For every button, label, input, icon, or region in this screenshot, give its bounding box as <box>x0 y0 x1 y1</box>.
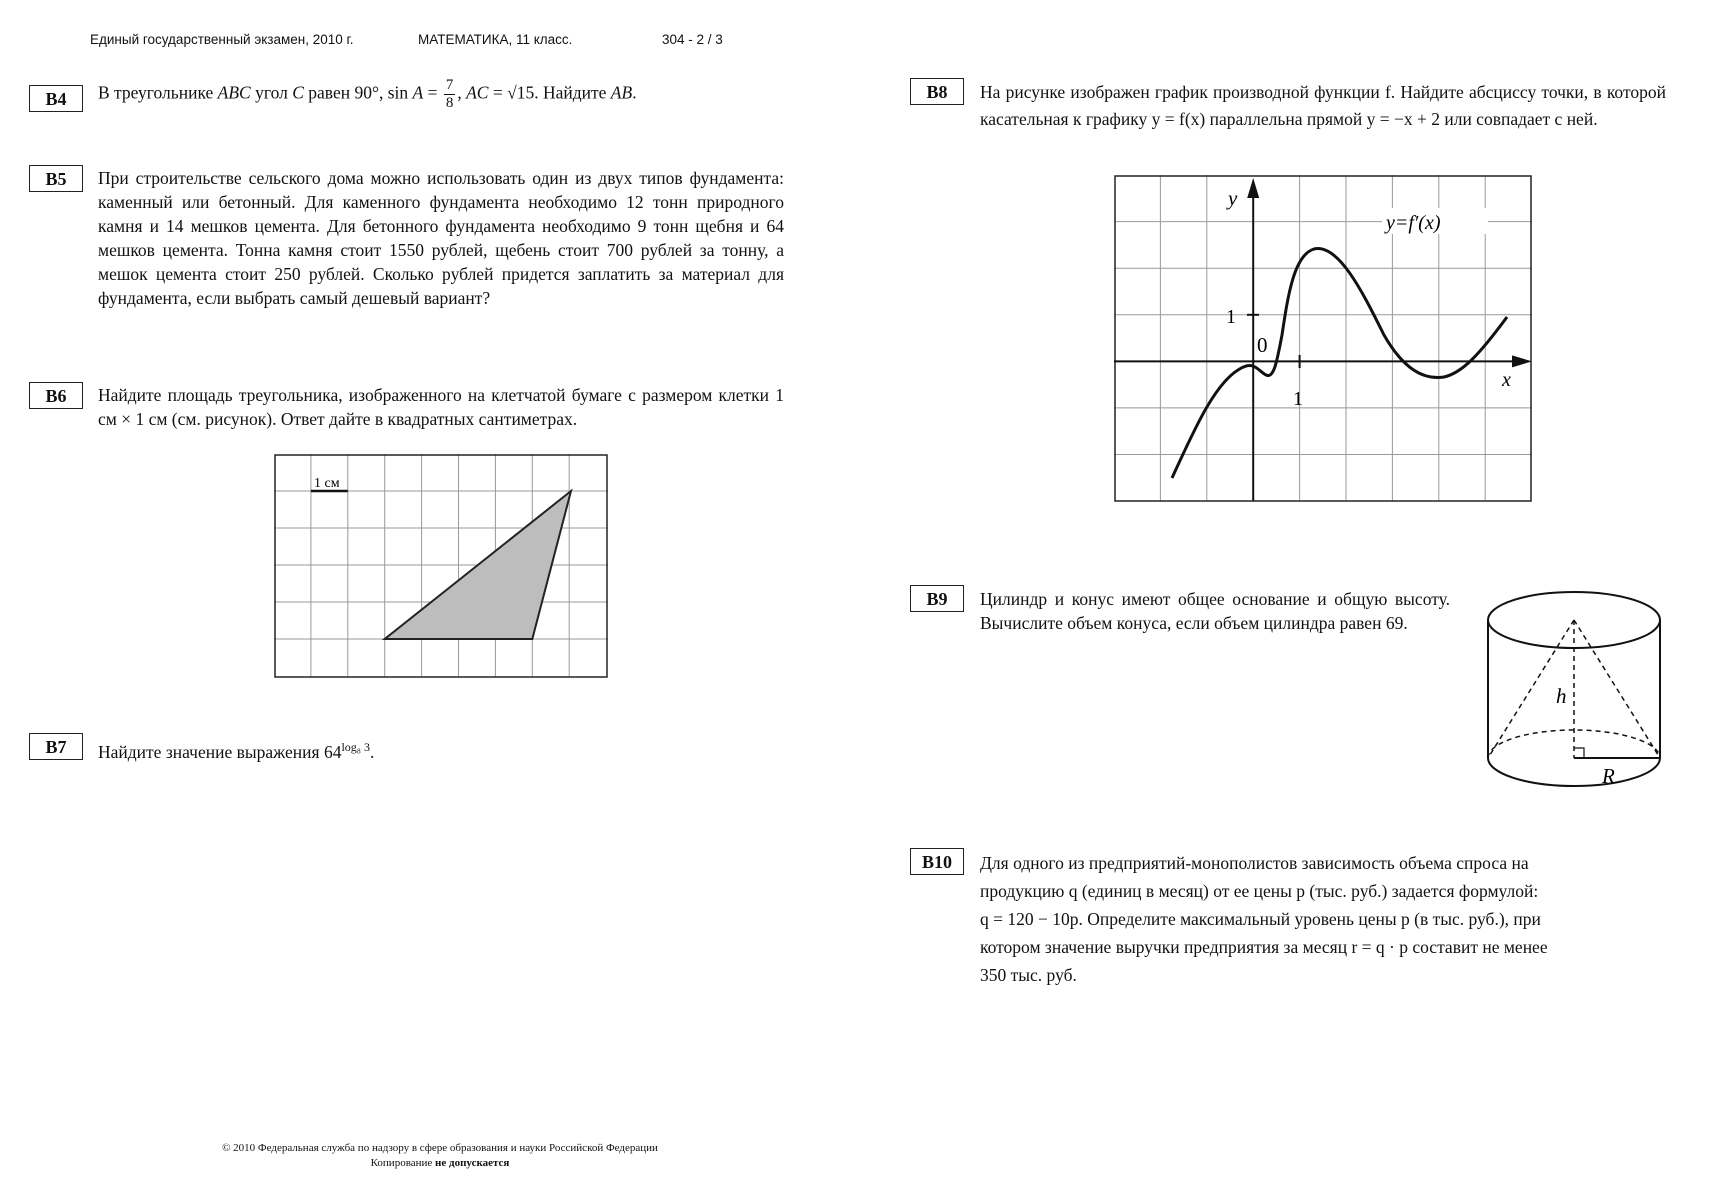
task-b5-label: B5 <box>29 165 83 192</box>
cylinder-cone-figure <box>1484 586 1666 794</box>
task-b9-text: Цилиндр и конус имеют общее основание и общую высоту. Вычислите объем конуса, если объем цилиндра равен 69. <box>980 589 1450 633</box>
task-b8-label: B8 <box>910 78 964 105</box>
curve-label: y=f′(x) <box>1386 212 1441 234</box>
header-exam: Единый государственный экзамен, 2010 г. <box>90 32 354 47</box>
task-b9-label: B9 <box>910 585 964 612</box>
scale-label: 1 см <box>314 476 340 491</box>
footer-copy-notice: Копирование не допускается <box>370 1157 510 1169</box>
derivative-graph <box>1114 175 1534 503</box>
derivative-curve <box>1172 249 1507 478</box>
header-subject: МАТЕМАТИКА, 11 класс. <box>418 32 573 47</box>
footer-copyright: © 2010 Федеральная служба по надзору в сфере образования и науки Российской Федерации <box>222 1142 658 1154</box>
header-page: 304 - 2 / 3 <box>662 32 723 47</box>
x-axis-label: x <box>1502 369 1511 391</box>
task-b7-label: B7 <box>29 733 83 760</box>
task-b5-text: При строительстве сельского дома можно использовать один из двух типов фундамента: каменный или бетонный. Для каменного фундамента необходимо 12 тонн природного камня и 14 мешков цемента. Для бетонного фундамента необходимо 9 тонн щебня и 64 мешков цемента. Тонна камня стоит 1550 рублей, щебень стоит 700 рублей за тонну, а мешок цемента стоит 250 рублей. Сколько рублей придется заплатить за материал для фундамента, если выбрать самый дешевый вариант? <box>98 168 784 308</box>
task-b4-text: В треугольнике ABC угол C равен 90°, sin A = $\frac{7}{8}$ , AC = √15. Найдите AB. <box>98 77 637 111</box>
y-tick-one: 1 <box>1226 306 1236 328</box>
height-label: h <box>1556 684 1567 708</box>
origin-label: 0 <box>1257 333 1268 357</box>
y-axis-label: y <box>1228 186 1238 210</box>
task-b8-text: На рисунке изображен график производной функции f. Найдите абсциссу точки, в которой касательная к графику y = f(x) параллельна прямой y = −x + 2 или совпадает с ней. <box>980 82 1666 129</box>
radius-label: R <box>1602 764 1615 788</box>
task-b10-label: B10 <box>910 848 964 875</box>
footer <box>140 1141 740 1171</box>
task-b6-text: Найдите площадь треугольника, изображенного на клетчатой бумаге с размером клетки 1 см × 1 см (см. рисунок). Ответ дайте в квадратных сантиметрах. <box>98 385 784 429</box>
x-tick-one: 1 <box>1293 388 1303 410</box>
task-b10-text: Для одного из предприятий-монополистов зависимость объема спроса на продукцию q (единиц в месяц) от ее цены p (тыс. руб.) задается формулой: q = 120 − 10p. Определите максимальный уровень цены p (в тыс. руб.), при котором значение выручки предприятия за месяц r = q · p составит не менее 350 тыс. руб. <box>980 853 1548 985</box>
task-b6-label: B6 <box>29 382 83 409</box>
grid-triangle-figure <box>274 454 610 679</box>
task-b7-text: Найдите значение выражения $64^{log_8 3}$. <box>98 740 375 762</box>
task-b4-label: B4 <box>29 85 83 112</box>
fraction-7-8: $\frac{7}{8}$ <box>445 77 454 111</box>
